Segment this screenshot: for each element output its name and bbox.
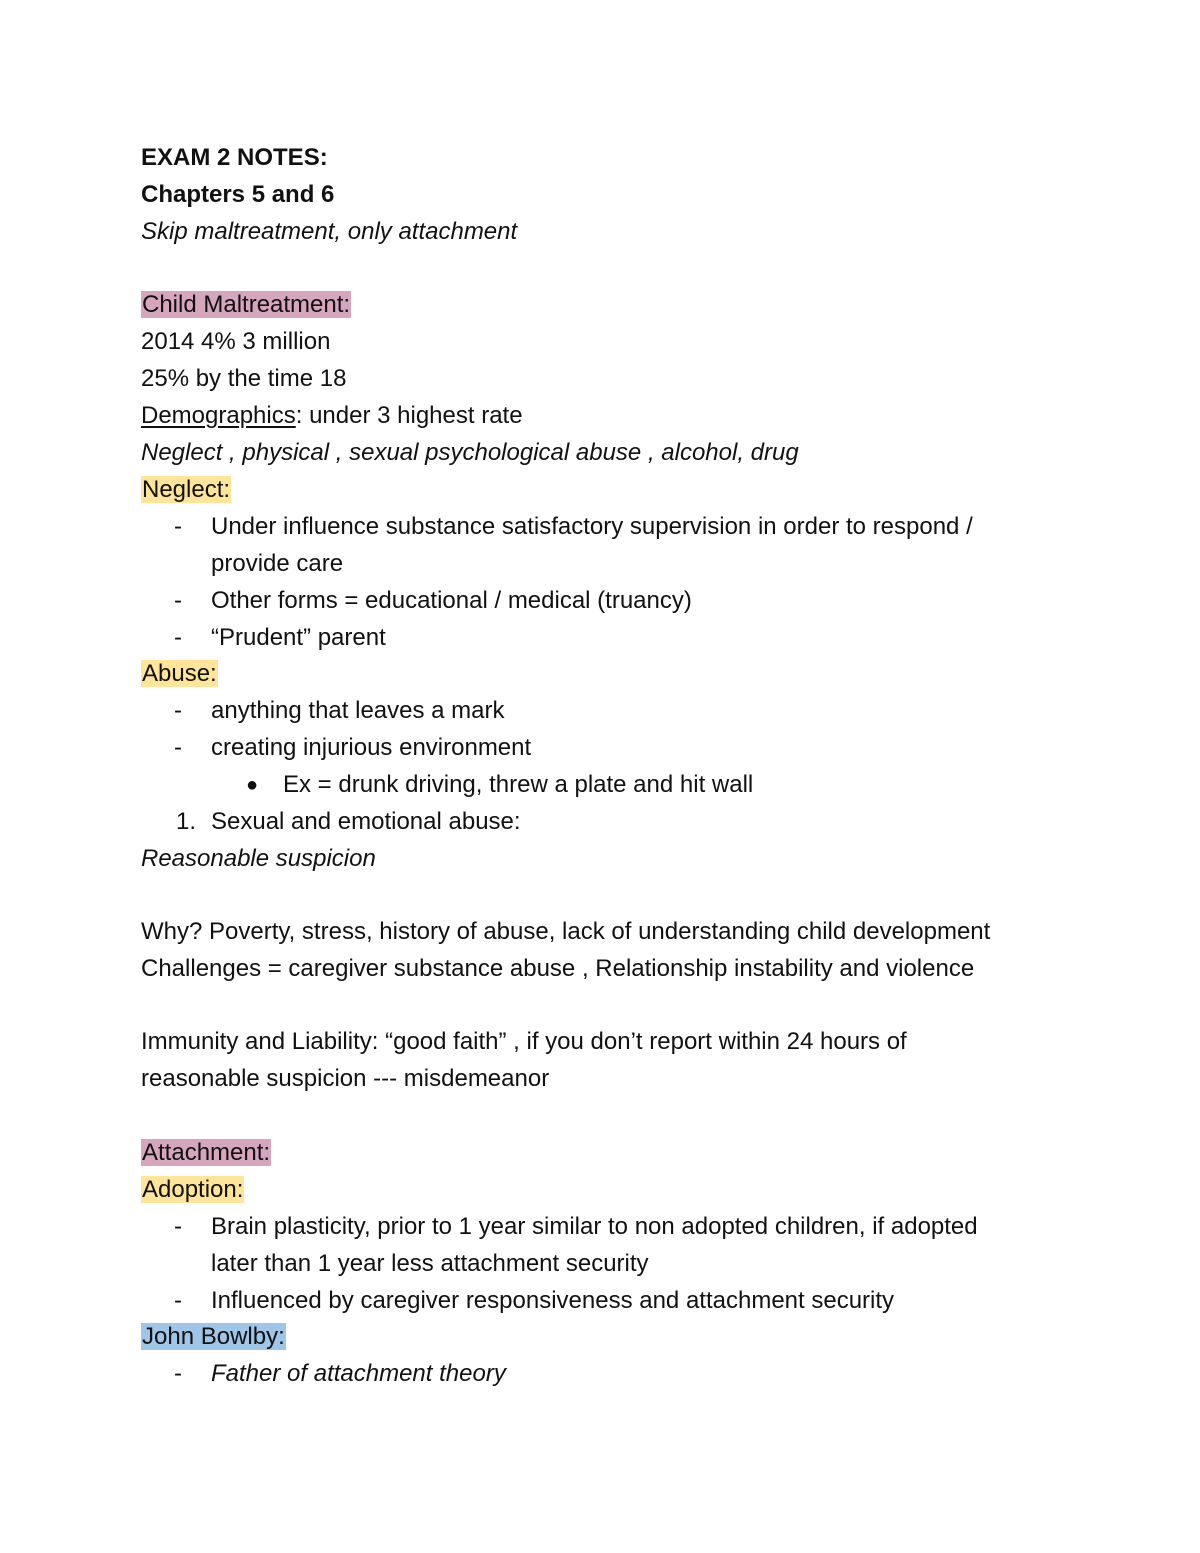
abuse-sub-item: Ex = drunk driving, threw a plate and hit wall (283, 771, 754, 798)
neglect-item-2: Other forms = educational / medical (truancy) (211, 587, 692, 614)
adoption-item-1: Brain plasticity, prior to 1 year similar to non adopted children, if adopted (211, 1213, 978, 1240)
neglect-bullet-marker: - (174, 624, 182, 651)
maltreatment-stat-2014: 2014 4% 3 million (141, 328, 331, 355)
john-bowlby-heading-text: John Bowlby: (142, 1323, 285, 1350)
neglect-heading (141, 475, 231, 505)
maltreatment-stat-by-18: 25% by the time 18 (141, 365, 347, 392)
abuse-bullet-marker: - (174, 697, 182, 724)
immunity-line-2: reasonable suspicion --- misdemeanor (141, 1065, 550, 1092)
neglect-heading-text: Neglect: (142, 476, 231, 503)
abuse-item-2: creating injurious environment (211, 734, 532, 761)
bowlby-bullet-marker: - (174, 1360, 182, 1387)
neglect-bullet-marker: - (174, 587, 182, 614)
neglect-item-3: “Prudent” parent (211, 624, 386, 651)
adoption-bullet-marker: - (174, 1287, 182, 1314)
adoption-heading (141, 1175, 244, 1205)
child-maltreatment-heading (141, 290, 351, 320)
attachment-heading-text: Attachment: (142, 1139, 271, 1166)
adoption-item-2: Influenced by caregiver responsiveness and attachment security (211, 1287, 895, 1314)
child-maltreatment-heading-text: Child Maltreatment: (142, 291, 351, 318)
reasonable-suspicion: Reasonable suspicion (141, 845, 376, 872)
adoption-bullet-marker: - (174, 1213, 182, 1240)
chapters-subtitle: Chapters 5 and 6 (141, 181, 335, 208)
adoption-item-1-cont: later than 1 year less attachment security (211, 1250, 649, 1277)
abuse-bullet-marker: - (174, 734, 182, 761)
immunity-line-1: Immunity and Liability: “good faith” , if you don’t report within 24 hours of (141, 1028, 907, 1055)
abuse-heading-text: Abuse: (142, 660, 217, 687)
why-line: Why? Poverty, stress, history of abuse, lack of understanding child development (141, 918, 991, 945)
john-bowlby-heading (141, 1322, 286, 1352)
abuse-item-1: anything that leaves a mark (211, 697, 505, 724)
demographics-line (141, 401, 523, 431)
demographics-text: : under 3 highest rate (295, 402, 523, 429)
doc-title: EXAM 2 NOTES: (141, 144, 328, 171)
maltreatment-types: Neglect , physical , sexual psychological abuse , alcohol, drug (141, 439, 799, 466)
neglect-bullet-marker: - (174, 513, 182, 540)
abuse-heading (141, 659, 218, 689)
bowlby-item: Father of attachment theory (211, 1360, 506, 1387)
attachment-heading (141, 1138, 271, 1168)
abuse-numbered-item: Sexual and emotional abuse: (211, 808, 521, 835)
skip-note: Skip maltreatment, only attachment (141, 218, 518, 245)
numbered-marker: 1. (176, 808, 197, 835)
demographics-label: Demographics (141, 402, 296, 429)
adoption-heading-text: Adoption: (142, 1176, 244, 1203)
neglect-item-1-cont: provide care (211, 550, 344, 577)
neglect-item-1: Under influence substance satisfactory supervision in order to respond / (211, 513, 973, 540)
sub-bullet-marker: ● (246, 774, 259, 796)
challenges-line: Challenges = caregiver substance abuse , Relationship instability and violence (141, 955, 975, 982)
